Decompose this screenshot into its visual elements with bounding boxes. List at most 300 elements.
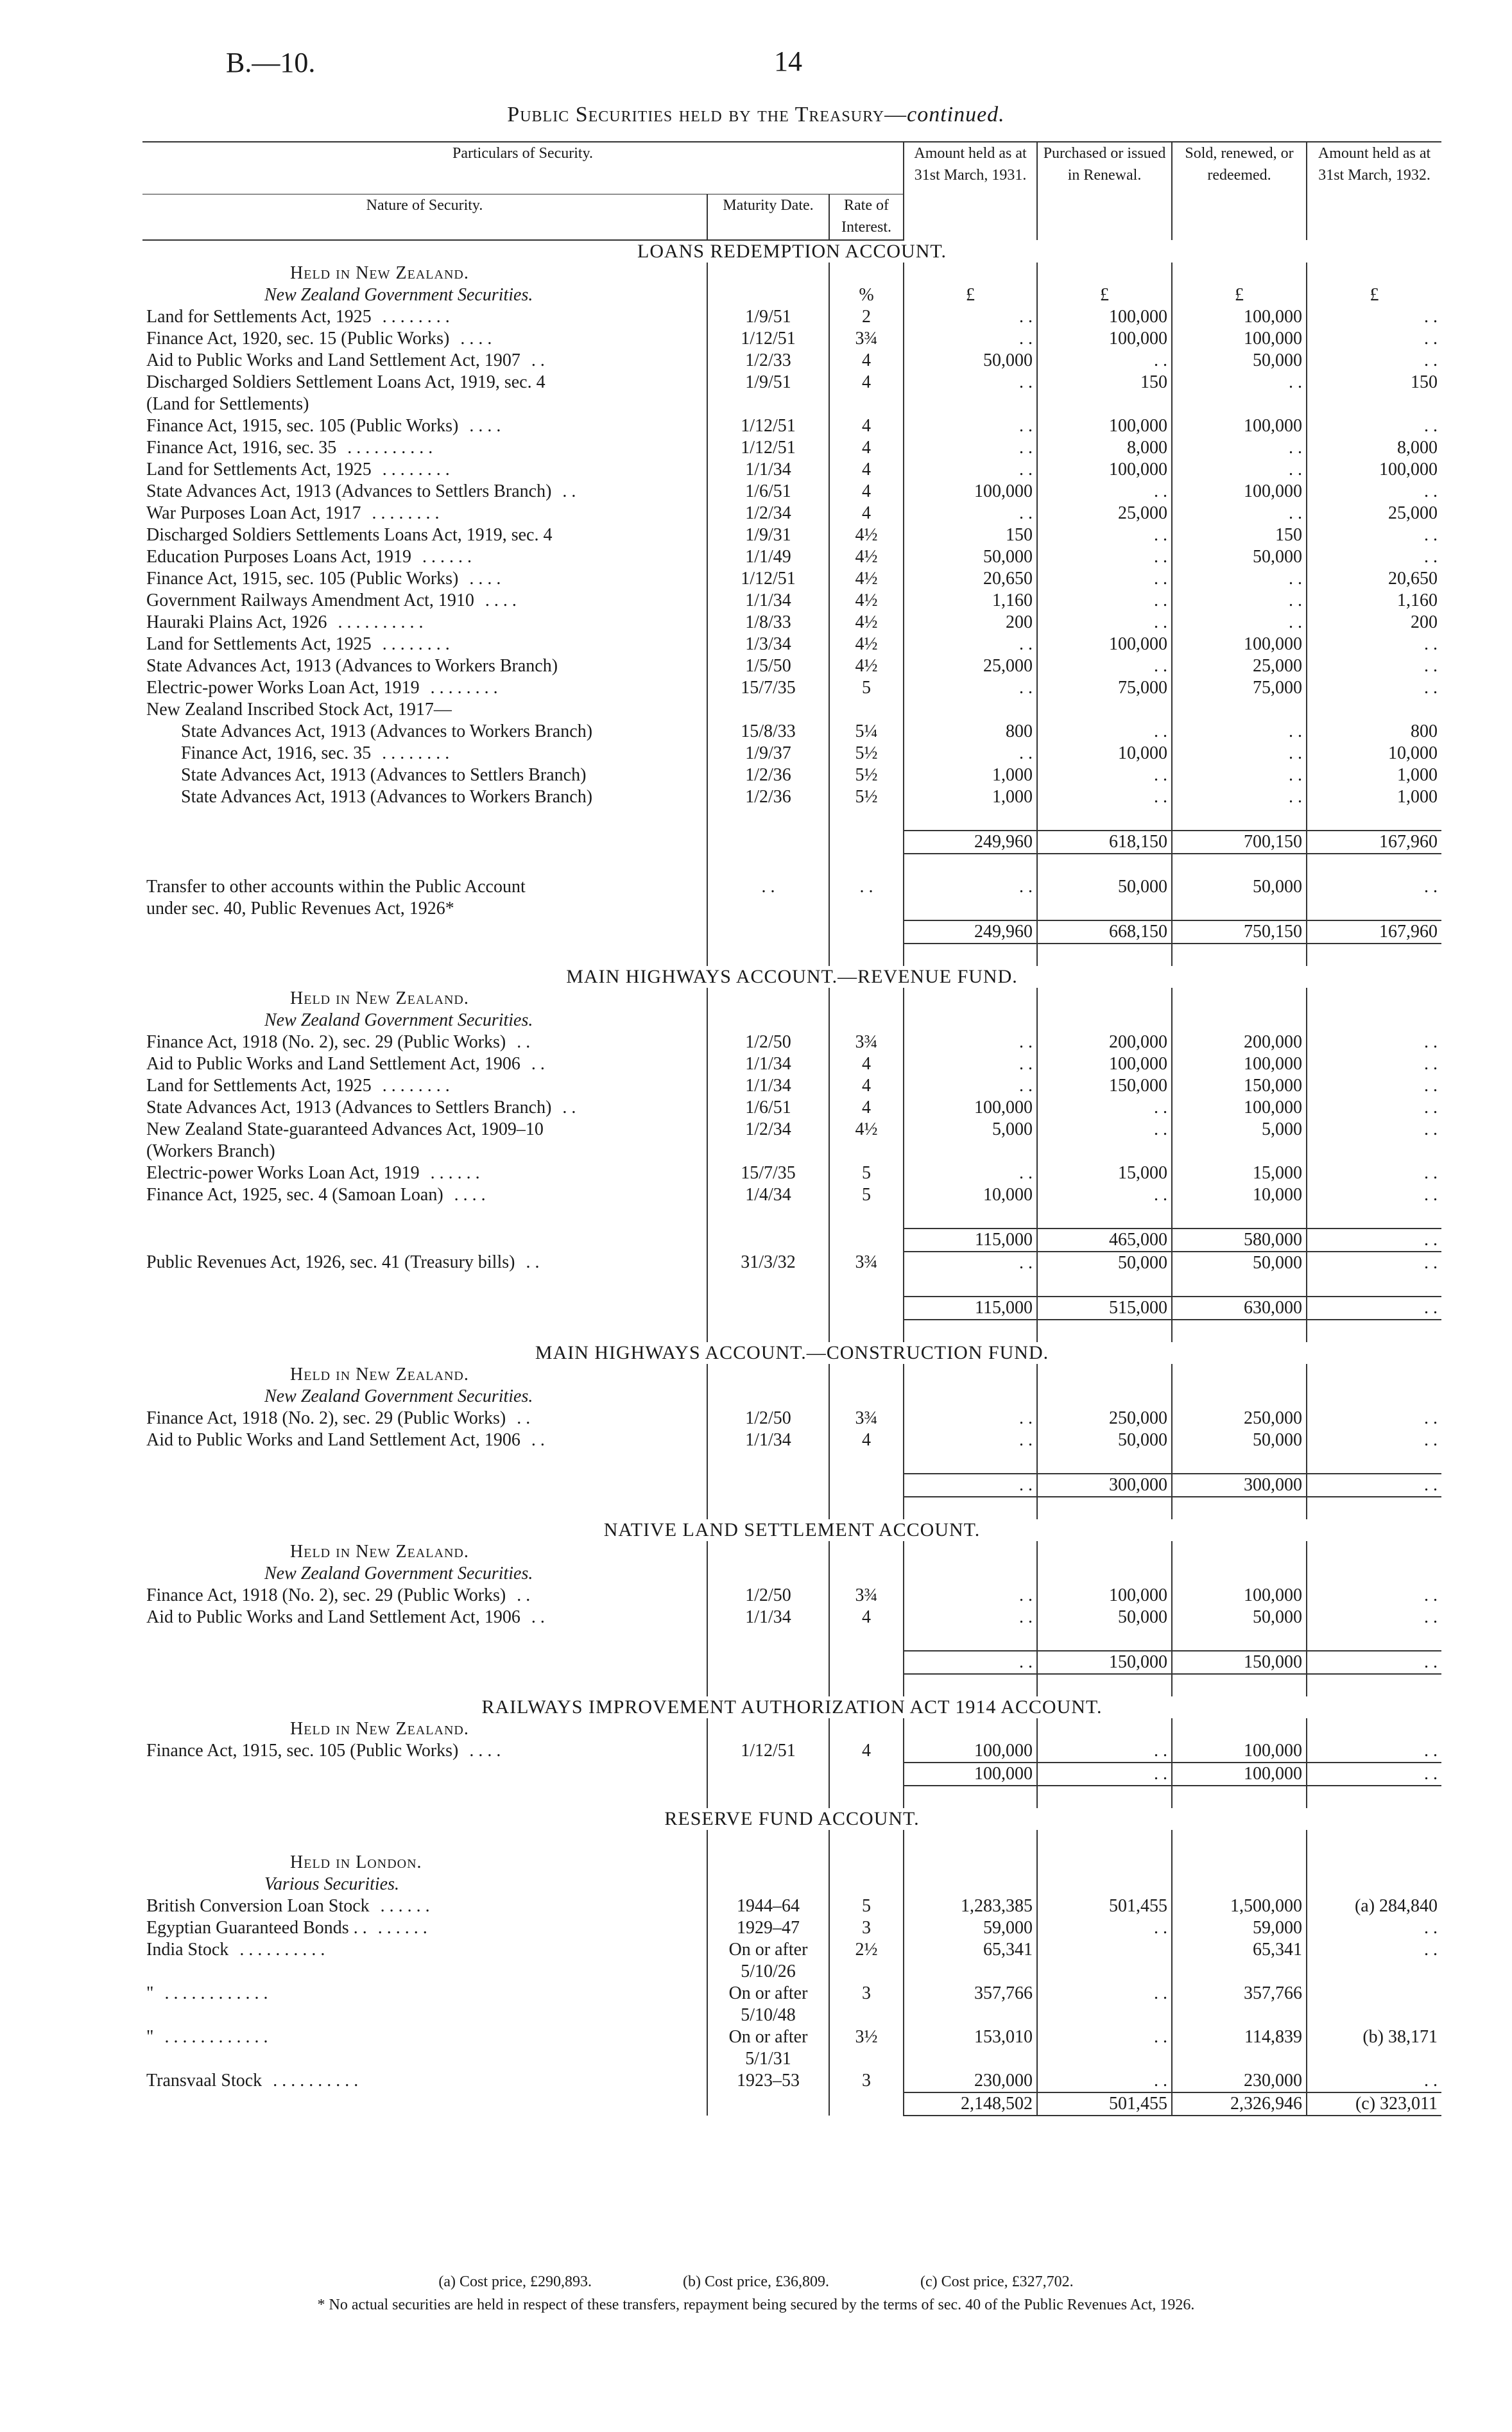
blank-cell [829,854,904,876]
security-name: " . . . . . . . . . . . . [146,2027,268,2047]
amount-cell: 150 [1037,372,1172,393]
total-cell: 465,000 [1037,1229,1172,1252]
blank-cell [1172,1563,1307,1585]
amount-cell: . . [904,1053,1037,1075]
amount-cell: 100,000 [1172,1053,1307,1075]
blank-cell [829,1830,904,1852]
amount-cell: 20,650 [1307,568,1441,590]
security-row [142,437,1441,459]
security-name: (Land for Settlements) [146,394,309,414]
security-row [142,1184,1441,1206]
transfer-row [142,876,1441,898]
amount-cell: . . [1307,655,1441,677]
rate-cell: 5 [829,677,904,699]
blank-cell [829,1297,904,1320]
amount-cell: 1,160 [904,590,1037,612]
document-reference: B.—10. [226,47,316,78]
subheading [142,1010,1441,1031]
blank-cell [904,1852,1037,1874]
rate-cell: 5 [829,1184,904,1206]
blank-cell [1172,1852,1307,1874]
rate-cell: 5½ [829,764,904,786]
blank-cell [1172,1364,1307,1386]
blank-cell [707,920,829,944]
footnote-b: (b) Cost price, £36,809. [683,2273,829,2290]
amount-cell: 15,000 [1037,1162,1172,1184]
rate-cell: 4½ [829,568,904,590]
amount-cell: 1,500,000 [1172,1895,1307,1917]
blank-cell [829,1718,904,1740]
amount-cell: . . [1037,568,1172,590]
blank-cell [829,1451,904,1474]
total-cell: 249,960 [904,920,1037,944]
blank-cell [829,944,904,966]
amount-cell: . . [1307,1939,1441,1961]
total-cell: 150,000 [1037,1651,1172,1674]
blank-cell [707,1010,829,1031]
rate-cell: 4 [829,437,904,459]
amount-cell: 100,000 [1172,481,1307,503]
spacer-row [142,1274,1441,1297]
blank-cell [1037,2005,1172,2026]
rate-cell: 4½ [829,546,904,568]
footnote-c: (c) Cost price, £327,702. [920,2273,1074,2290]
amount-cell: 25,000 [904,655,1037,677]
blank-cell [707,1274,829,1297]
amount-cell: 100,000 [904,481,1037,503]
amount-cell: . . [1307,1408,1441,1429]
amount-cell: . . [1037,1119,1172,1141]
rate-cell: 4 [829,350,904,372]
blank-cell [904,854,1037,876]
blank-cell [829,2092,904,2116]
rate-cell: 3½ [829,2026,904,2048]
spacer-row [142,1320,1441,1342]
section-title-cell: NATIVE LAND SETTLEMENT ACCOUNT. [603,1519,981,1540]
amount-cell: . . [904,415,1037,437]
amount-cell: 100,000 [1037,1585,1172,1607]
rate-cell: 4½ [829,634,904,655]
amount-cell: . . [1037,2070,1172,2092]
security-row [142,1141,1441,1162]
amount-cell: . . [904,1075,1037,1097]
total-cell: 100,000 [1172,1763,1307,1786]
amount-cell: . . [1307,1585,1441,1607]
security-name: Electric-power Works Loan Act, 1919 . . . . . . . . [146,678,498,698]
blank-cell [1037,1386,1172,1408]
maturity-cell: 1/8/33 [707,612,829,634]
blank-cell [142,920,707,944]
amount-cell: 100,000 [1037,415,1172,437]
spacer-row [142,1451,1441,1474]
total-cell: 668,150 [1037,920,1172,944]
amount-cell: 8,000 [1307,437,1441,459]
blank-cell [142,944,707,966]
maturity-cell: 1/12/51 [707,568,829,590]
security-row [142,1740,1441,1763]
rate-cell: 4½ [829,1119,904,1141]
amount-cell: . . [1307,481,1441,503]
maturity-cell: 1/1/34 [707,459,829,481]
total-cell: . . [904,1651,1037,1674]
security-row [142,1097,1441,1119]
amount-cell [1037,1141,1172,1162]
amount-cell: 5,000 [904,1119,1037,1141]
unit-cell: £ [1307,284,1441,306]
amount-cell: . . [1037,764,1172,786]
security-row [142,459,1441,481]
rate-cell: 5¼ [829,721,904,743]
blank-cell [142,1651,707,1674]
amount-cell: 100,000 [904,1740,1037,1763]
maturity-cell: 1/2/36 [707,764,829,786]
blank-cell [707,1364,829,1386]
blank-cell [1172,1718,1307,1740]
amount-cell: . . [1037,481,1172,503]
subheading [142,1563,1441,1585]
amount-cell: 100,000 [1037,1053,1172,1075]
maturity-cell: 1/2/50 [707,1031,829,1053]
blank-cell [1172,263,1307,284]
page-number: 14 [774,46,802,77]
security-name: " . . . . . . . . . . . . [146,1983,268,2003]
blank-cell [1037,1274,1172,1297]
unit-cell: £ [1172,284,1307,306]
rate-cell: 4½ [829,655,904,677]
total-cell: 115,000 [904,1297,1037,1320]
blank-cell [1307,1010,1441,1031]
security-name: New Zealand Inscribed Stock Act, 1917— [146,700,452,720]
amount-cell: . . [904,1607,1037,1628]
blank-cell [142,2005,707,2026]
amount-cell: 230,000 [904,2070,1037,2092]
amount-cell: 100,000 [1037,634,1172,655]
subheading-cell: New Zealand Government Securities. [264,1564,533,1583]
total-cell: 150,000 [1172,1651,1307,1674]
rate-cell: 3 [829,1983,904,2005]
amount-cell: 50,000 [1037,1429,1172,1451]
blank-cell [1307,1497,1441,1519]
security-row [142,655,1441,677]
maturity-cell: 1/2/36 [707,786,829,808]
amount-cell: 8,000 [1037,437,1172,459]
subheading-row [142,284,1441,306]
blank-cell [829,1763,904,1786]
amount-cell: 65,341 [1172,1939,1307,1961]
blank-cell [1307,1852,1441,1874]
blank-cell [1307,2005,1441,2026]
blank-cell [1172,1786,1307,1808]
blank-cell [1307,1364,1441,1386]
blank-cell [829,1674,904,1696]
maturity-cell: 5/10/48 [707,2005,829,2026]
amount-cell: . . [1307,546,1441,568]
blank-cell [707,831,829,854]
unit-cell: £ [904,284,1037,306]
spacer-row [142,1206,1441,1229]
blank-cell [1172,1674,1307,1696]
amount-cell: 200,000 [1037,1031,1172,1053]
rate-cell: 4 [829,1075,904,1097]
amount-cell: 50,000 [1172,350,1307,372]
blank-cell [707,1874,829,1895]
rate-cell: 4 [829,1097,904,1119]
security-row [142,568,1441,590]
amount-cell: . . [1172,372,1307,393]
security-name: Egyptian Guaranteed Bonds . . . . . . . . [146,1918,427,1938]
blank-cell [904,1451,1037,1474]
security-name: Government Railways Amendment Act, 1910 . . . . [146,591,517,610]
blank-cell [829,1474,904,1497]
security-row [142,1031,1441,1053]
blank-cell [142,1830,707,1852]
blank-cell [1172,1541,1307,1563]
section-title [142,966,1441,988]
unit-cell: % [829,284,904,306]
blank-cell [1172,1961,1307,1983]
total-cell: 515,000 [1037,1297,1172,1320]
col-particulars: Particulars of Security. [142,142,904,194]
blank-cell [829,2048,904,2070]
footnote-a: (a) Cost price, £290,893. [438,2273,592,2290]
maturity-cell: 1/9/51 [707,372,829,393]
amount-cell: 100,000 [1172,1097,1307,1119]
amount-cell: . . [1037,612,1172,634]
amount-cell: . . [1172,437,1307,459]
blank-cell [1307,1541,1441,1563]
amount-cell: 20,650 [904,568,1037,590]
blank-cell [829,1386,904,1408]
amount-cell: . . [1307,1031,1441,1053]
amount-cell: . . [1307,634,1441,655]
rate-cell: . . [829,876,904,898]
col-held-1931: Amount held as at 31st March, 1931. [904,142,1037,240]
blank-cell [707,1563,829,1585]
grand-total-row [142,920,1441,944]
security-row [142,481,1441,503]
maturity-cell: 1944–64 [707,1895,829,1917]
blank-cell [707,808,829,831]
amount-cell: 50,000 [1037,876,1172,898]
rate-cell: 4 [829,372,904,393]
blank-cell [1172,1628,1307,1651]
subheading-cell: New Zealand Government Securities. [264,1010,533,1030]
rate-cell: 5 [829,1162,904,1184]
blank-cell [1037,854,1172,876]
blank-cell [1172,1010,1307,1031]
amount-cell: 5,000 [1172,1119,1307,1141]
amount-cell: . . [1172,459,1307,481]
amount-cell: . . [1037,1097,1172,1119]
amount-cell: . . [1172,503,1307,524]
security-row [142,393,1441,415]
table-body [142,240,1441,2116]
blank-cell [707,284,829,306]
maturity-cell: 1/1/34 [707,1053,829,1075]
amount-cell: 1,000 [904,786,1037,808]
maturity-cell: 1/5/50 [707,655,829,677]
maturity-cell: 1/9/51 [707,306,829,328]
rate-cell: 3 [829,2070,904,2092]
security-row [142,2026,1441,2048]
blank-cell [142,1961,707,1983]
rate-cell: 5½ [829,786,904,808]
amount-cell: 250,000 [1037,1408,1172,1429]
amount-cell: 10,000 [1037,743,1172,764]
maturity-cell: 1923–53 [707,2070,829,2092]
blank-cell [1037,1541,1172,1563]
grand-total-row [142,1474,1441,1497]
amount-cell: . . [1037,1917,1172,1939]
blank-cell [829,1563,904,1585]
security-row [142,546,1441,568]
amount-cell: 150 [1307,372,1441,393]
security-name: Finance Act, 1925, sec. 4 (Samoan Loan) . . . . [146,1185,486,1205]
amount-cell: . . [1307,1097,1441,1119]
blank-cell [904,2005,1037,2026]
blank-cell [707,1297,829,1320]
total-cell: . . [1307,1229,1441,1252]
amount-cell: 25,000 [1037,503,1172,524]
total-cell: 167,960 [1307,831,1441,854]
blank-cell [707,1830,829,1852]
security-name: Education Purposes Loans Act, 1919 . . . . . . [146,547,472,567]
amount-cell: . . [1172,743,1307,764]
security-row [142,503,1441,524]
amount-cell: . . [1307,1053,1441,1075]
blank-cell [1307,1674,1441,1696]
blank-cell [1037,944,1172,966]
maturity-cell: 1/6/51 [707,1097,829,1119]
amount-cell: 50,000 [1037,1252,1172,1274]
blank-cell [707,263,829,284]
security-row-cont [142,2005,1441,2026]
blank-cell [142,2092,707,2116]
security-row [142,1939,1441,1961]
section-title [142,240,1441,263]
maturity-cell: 1/1/34 [707,1429,829,1451]
blank-cell [829,1786,904,1808]
total-cell: . . [1307,1297,1441,1320]
blank-cell [1172,988,1307,1010]
security-row [142,1429,1441,1451]
blank-cell [1307,1563,1441,1585]
section-title [142,1342,1441,1364]
maturity-cell: 1/1/34 [707,590,829,612]
amount-cell [1172,393,1307,415]
section-title-cell: LOANS REDEMPTION ACCOUNT. [637,241,947,262]
rate-cell: 5½ [829,743,904,764]
amount-cell: 25,000 [1307,503,1441,524]
blank-cell [829,831,904,854]
blank-cell [829,1628,904,1651]
rate-cell: 3 [829,1917,904,1939]
security-row [142,764,1441,786]
security-name: Finance Act, 1915, sec. 105 (Public Works) . . . . [146,569,501,589]
amount-cell: . . [1037,786,1172,808]
blank-cell [142,1451,707,1474]
total-cell: 700,150 [1172,831,1307,854]
blank-cell [829,1206,904,1229]
grand-total-row [142,1651,1441,1674]
unit-cell: £ [1037,284,1172,306]
blank-cell [707,944,829,966]
maturity-cell: 1/1/34 [707,1075,829,1097]
maturity-cell [707,699,829,721]
blank-cell [707,1651,829,1674]
security-row [142,721,1441,743]
security-row [142,677,1441,699]
held-label [142,1718,1441,1740]
amount-cell: . . [1307,1184,1441,1206]
amount-cell: 15,000 [1172,1162,1307,1184]
blank-cell [142,1786,707,1808]
security-name: Land for Settlements Act, 1925 . . . . . . . . [146,460,450,479]
security-name: State Advances Act, 1913 (Advances to Settlers Branch) . . [146,481,576,501]
security-row-cont [142,1961,1441,1983]
maturity-cell: 1929–47 [707,1917,829,1939]
amount-cell: 10,000 [1307,743,1441,764]
section-title [142,1519,1441,1541]
blank-cell [904,1830,1037,1852]
section-title [142,1696,1441,1718]
grand-total-row [142,2092,1441,2116]
amount-cell: 114,839 [1172,2026,1307,2048]
blank-cell [707,1674,829,1696]
maturity-cell: 1/6/51 [707,481,829,503]
blank-cell [904,1718,1037,1740]
security-row [142,634,1441,655]
amount-cell: 50,000 [1172,1607,1307,1628]
rate-cell: 3¾ [829,1408,904,1429]
security-row [142,1408,1441,1429]
amount-cell [904,1141,1037,1162]
blank-cell [142,1628,707,1651]
page-title [0,103,1512,127]
blank-cell [904,1386,1037,1408]
maturity-cell [707,1141,829,1162]
held-label [142,1852,1441,1874]
blank-cell [1307,1830,1441,1852]
security-name: Finance Act, 1920, sec. 15 (Public Works) . . . . [146,329,492,349]
amount-cell: . . [1307,1075,1441,1097]
transfer-label: Transfer to other accounts within the Public Account [146,877,526,897]
spacer-row [142,944,1441,966]
total-cell: 750,150 [1172,920,1307,944]
amount-cell: . . [1037,524,1172,546]
cost-footnotes [0,2273,1512,2291]
maturity-cell: 1/2/33 [707,350,829,372]
amount-cell: . . [1307,2070,1441,2092]
total-cell: 100,000 [904,1763,1037,1786]
subtotal-row [142,831,1441,854]
held-label-cell: Held in New Zealand. [290,263,469,283]
blank-cell [1037,1718,1172,1740]
security-row [142,1983,1441,2005]
security-name: State Advances Act, 1913 (Advances to Settlers Branch) [181,765,587,785]
amount-cell [1172,699,1307,721]
maturity-cell: 1/9/31 [707,524,829,546]
subheading [142,1386,1441,1408]
security-name: New Zealand State-guaranteed Advances Act, 1909–10 [146,1119,544,1139]
blank-cell [142,1274,707,1297]
security-name: Finance Act, 1916, sec. 35 . . . . . . . . [181,743,450,763]
amount-cell: 65,341 [904,1939,1037,1961]
maturity-cell: 1/2/50 [707,1408,829,1429]
held-label-cell: Held in New Zealand. [290,1365,469,1384]
amount-cell: 100,000 [904,1097,1037,1119]
subheading-cell: Various Securities. [264,1874,399,1894]
